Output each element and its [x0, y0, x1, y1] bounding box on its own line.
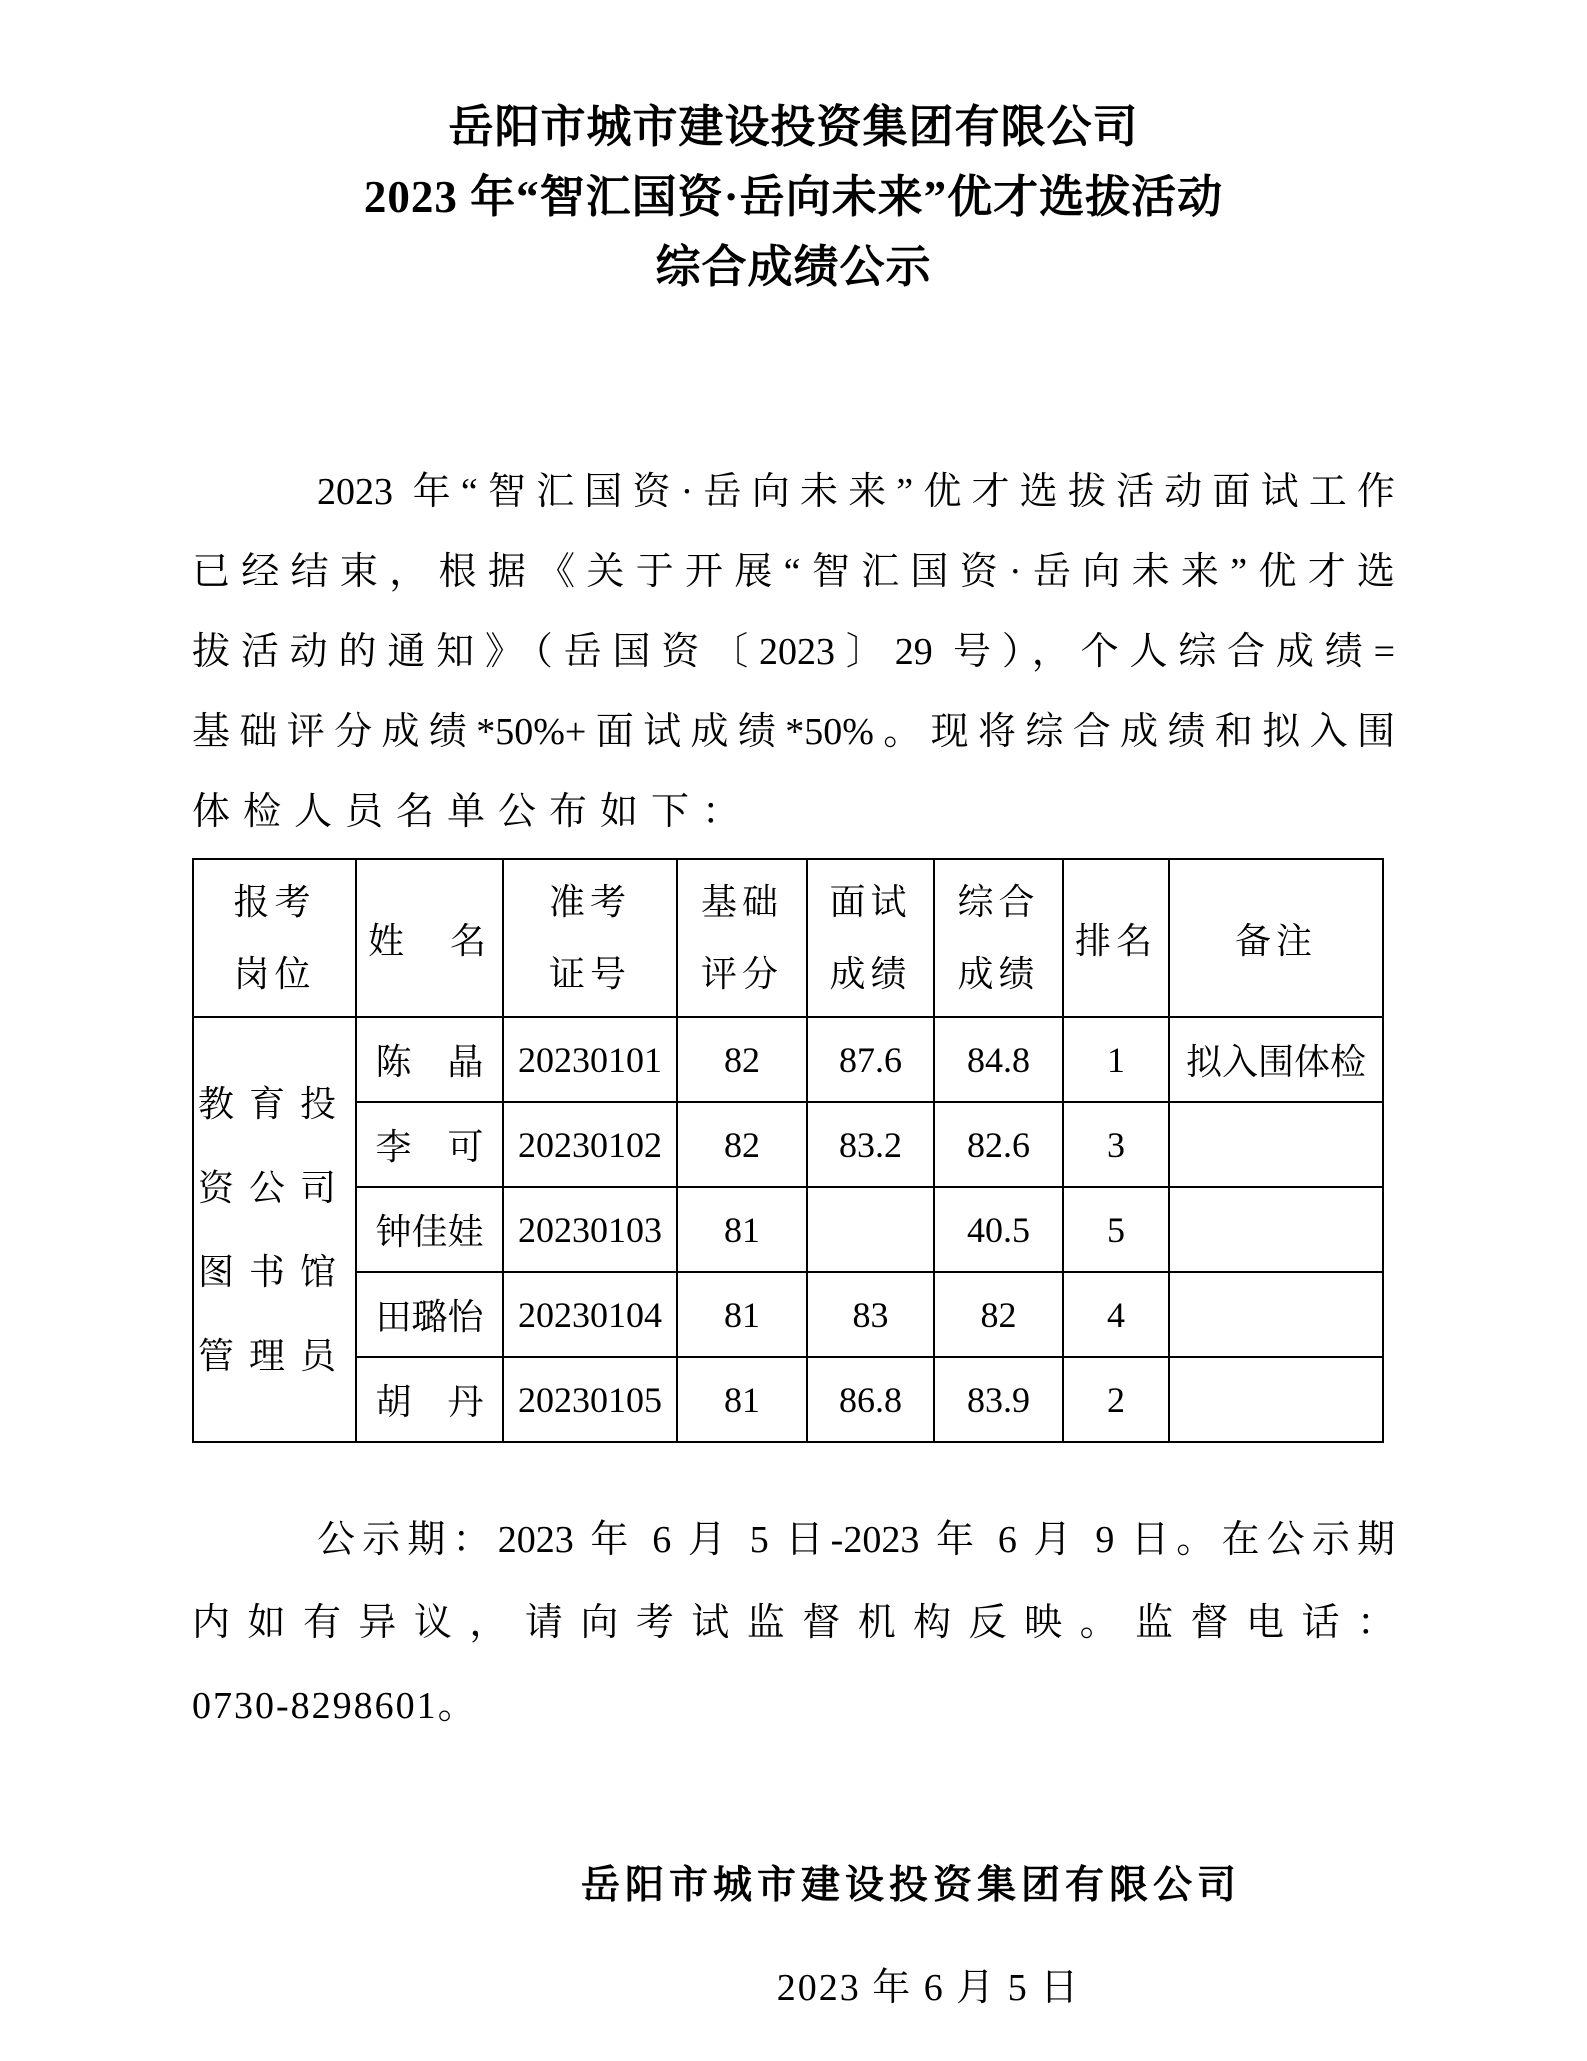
col-header-rank: 排名 — [1063, 859, 1169, 1017]
intro-line-1: 2023 年“智汇国资·岳向未来”优才选拔活动面试工作 — [317, 471, 1395, 513]
col-header-ticket-line1: 准考 — [548, 882, 631, 922]
col-header-interview-line2: 成绩 — [829, 954, 912, 994]
cell-overall-score: 40.5 — [934, 1187, 1063, 1272]
col-header-interview-score — [807, 859, 934, 1017]
cell-ticket: 20230102 — [503, 1102, 677, 1187]
table-row-2 — [193, 1102, 1383, 1187]
cell-rank: 5 — [1063, 1187, 1169, 1272]
cell-overall-score: 83.9 — [934, 1357, 1063, 1442]
cell-name: 陈 晶 — [356, 1017, 503, 1102]
cell-ticket: 20230101 — [503, 1017, 677, 1102]
cell-name: 钟佳娃 — [356, 1187, 503, 1272]
col-header-base-line2: 评分 — [700, 954, 783, 994]
closing-line-1: 公示期：2023 年 6 月 5 日-2023 年 6 月 9 日。在公示期 — [317, 1519, 1395, 1561]
cell-base-score: 81 — [677, 1357, 807, 1442]
cell-rank: 1 — [1063, 1017, 1169, 1102]
col-header-overall-score — [934, 859, 1063, 1017]
document-title — [0, 0, 1587, 302]
closing-line-3: 0730-8298601。 — [192, 1685, 478, 1727]
col-header-name: 姓 名 — [356, 859, 503, 1017]
signature-company: 岳阳市城市建设投资集团有限公司 — [580, 1864, 1241, 1907]
cell-overall-score: 82.6 — [934, 1102, 1063, 1187]
table-row-1 — [193, 1017, 1383, 1102]
cell-remark — [1169, 1357, 1383, 1442]
cell-ticket: 20230104 — [503, 1272, 677, 1357]
col-header-overall-line1: 综合 — [957, 882, 1040, 922]
intro-paragraph — [192, 452, 1395, 852]
cell-position-line2: 资公司 — [197, 1167, 351, 1208]
col-header-overall-line2: 成绩 — [957, 954, 1040, 994]
col-header-position-line2: 岗位 — [233, 954, 316, 994]
table-row-3 — [193, 1187, 1383, 1272]
cell-position-group — [193, 1017, 356, 1442]
intro-line-4: 基础评分成绩*50%+面试成绩*50%。现将综合成绩和拟入围 — [192, 711, 1395, 753]
col-header-position-line1: 报考 — [233, 882, 316, 922]
col-header-ticket — [503, 859, 677, 1017]
table-row-5 — [193, 1357, 1383, 1442]
cell-ticket: 20230105 — [503, 1357, 677, 1442]
signature-date: 2023 年 6 月 5 日 — [776, 1967, 1081, 2009]
cell-interview-score: 83.2 — [807, 1102, 934, 1187]
cell-interview-score: 86.8 — [807, 1357, 934, 1442]
col-header-base-line1: 基础 — [700, 882, 783, 922]
cell-overall-score: 82 — [934, 1272, 1063, 1357]
cell-interview-score: 87.6 — [807, 1017, 934, 1102]
closing-paragraph — [192, 1499, 1395, 1748]
cell-rank: 4 — [1063, 1272, 1169, 1357]
col-header-position — [193, 859, 356, 1017]
cell-rank: 2 — [1063, 1357, 1169, 1442]
document-body — [192, 452, 1395, 2016]
cell-base-score: 81 — [677, 1272, 807, 1357]
intro-line-5: 体检人员名单公布如下： — [192, 791, 754, 833]
title-line-3: 综合成绩公示 — [655, 242, 932, 292]
title-line-2: 2023 年“智汇国资·岳向未来”优才选拔活动 — [363, 172, 1224, 222]
col-header-remark: 备注 — [1169, 859, 1383, 1017]
cell-remark — [1169, 1102, 1383, 1187]
cell-base-score: 82 — [677, 1017, 807, 1102]
cell-name: 田璐怡 — [356, 1272, 503, 1357]
cell-name: 胡 丹 — [356, 1357, 503, 1442]
closing-line-2: 内如有异议，请向考试监督机构反映。监督电话： — [192, 1602, 1395, 1644]
cell-position-line4: 管理员 — [197, 1335, 351, 1376]
title-line-1: 岳阳市城市建设投资集团有限公司 — [448, 102, 1139, 152]
col-header-ticket-line2: 证号 — [548, 954, 631, 994]
col-header-interview-line1: 面试 — [829, 882, 912, 922]
cell-base-score: 81 — [677, 1187, 807, 1272]
cell-remark: 拟入围体检 — [1169, 1017, 1383, 1102]
cell-base-score: 82 — [677, 1102, 807, 1187]
cell-name: 李 可 — [356, 1102, 503, 1187]
table-header-row — [193, 859, 1383, 1017]
intro-line-3: 拔活动的通知》（岳国资〔2023〕29 号），个人综合成绩= — [192, 631, 1395, 673]
table-row-4 — [193, 1272, 1383, 1357]
col-header-base-score — [677, 859, 807, 1017]
cell-ticket: 20230103 — [503, 1187, 677, 1272]
cell-interview-score: 83 — [807, 1272, 934, 1357]
results-table — [192, 858, 1384, 1443]
cell-position-line3: 图书馆 — [197, 1251, 351, 1292]
cell-remark — [1169, 1272, 1383, 1357]
cell-interview-score — [807, 1187, 934, 1272]
cell-rank: 3 — [1063, 1102, 1169, 1187]
cell-remark — [1169, 1187, 1383, 1272]
cell-overall-score: 84.8 — [934, 1017, 1063, 1102]
intro-line-2: 已经结束，根据《关于开展“智汇国资·岳向未来”优才选 — [192, 551, 1395, 593]
cell-position-line1: 教育投 — [197, 1083, 351, 1124]
